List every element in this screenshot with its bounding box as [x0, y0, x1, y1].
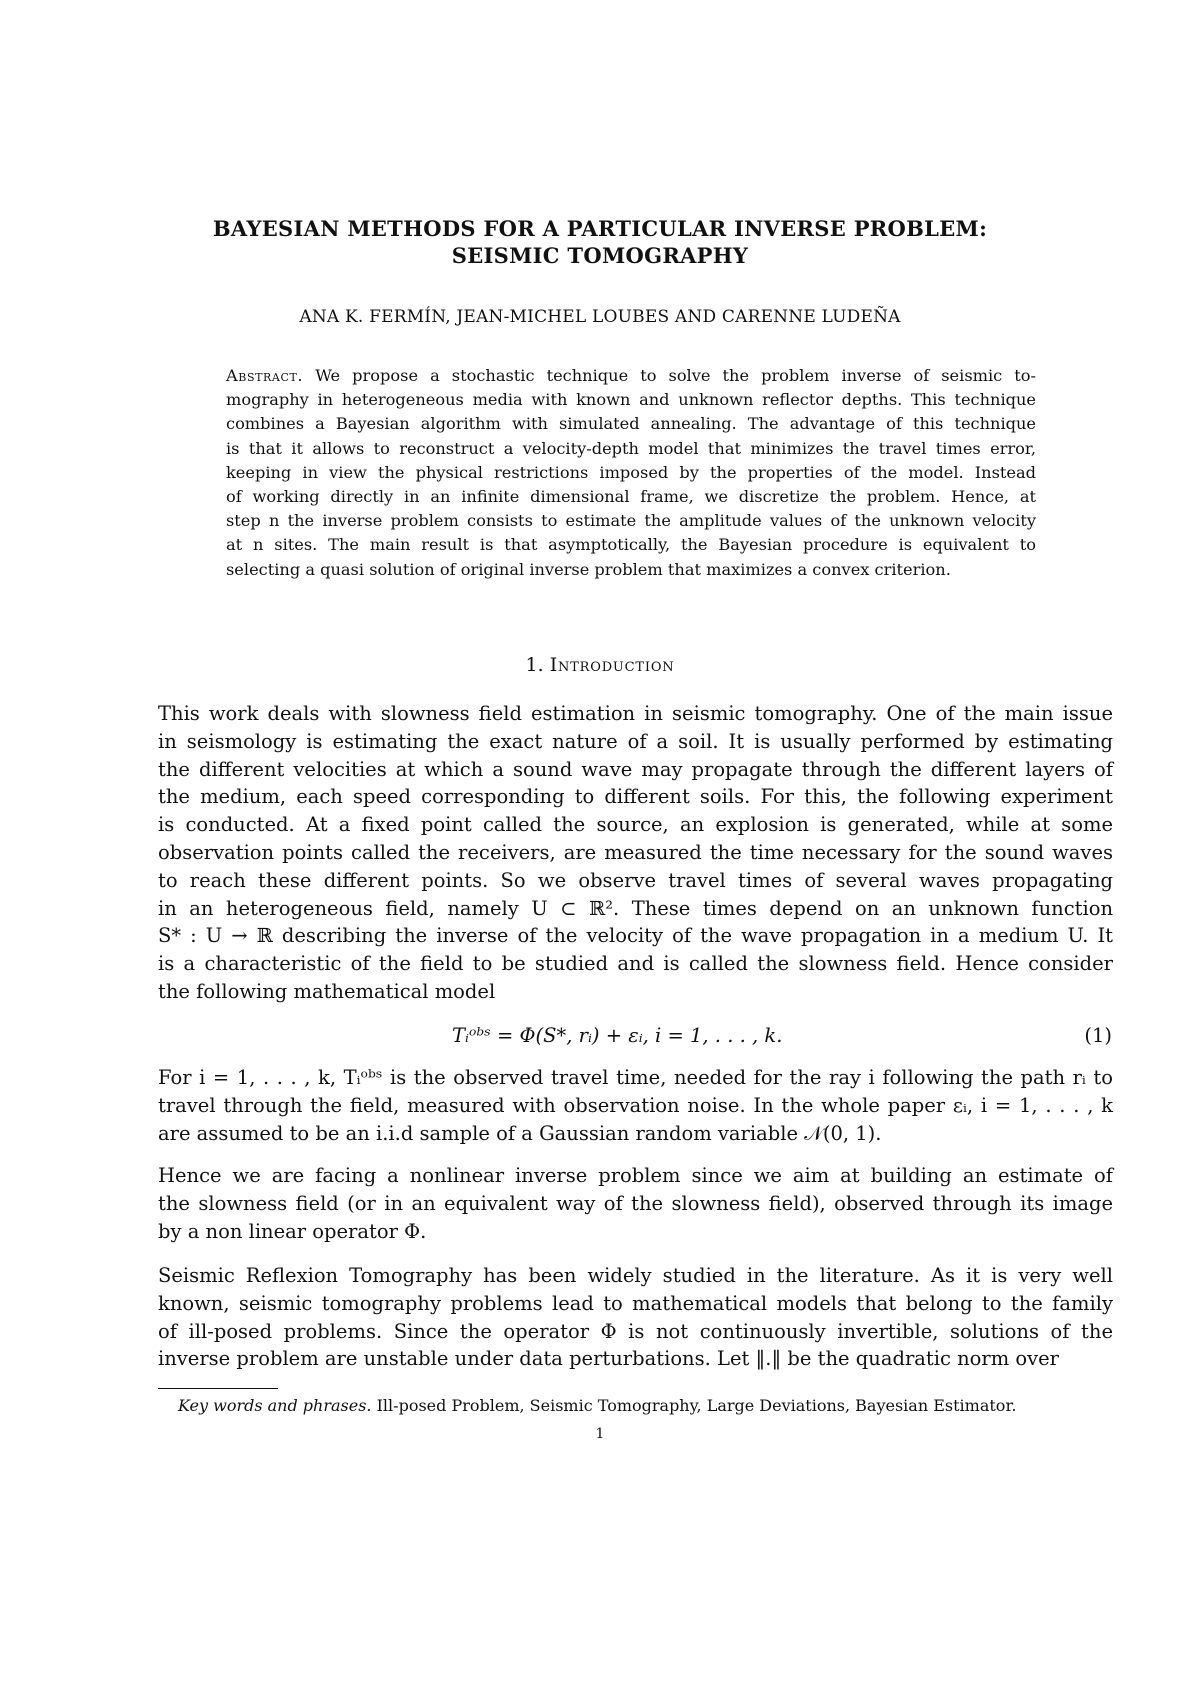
section-number: 1.: [525, 654, 544, 676]
text-line: travel through the field, measured with observation noise. In the whole paper εᵢ, i = 1, . . . , k: [158, 1093, 1113, 1117]
text-line: inverse problem are unstable under data perturbations. Let ‖.‖ be the quadratic norm over: [158, 1347, 1060, 1371]
intro-paragraph-1-continued: [158, 1064, 1113, 1147]
text-line: For i = 1, . . . , k, Tᵢᵒᵇˢ is the observed travel time, needed for the ray i following the path rᵢ to: [158, 1066, 1113, 1089]
text-line: the slowness field (or in an equivalent way of the slowness field), observed through its image: [158, 1191, 1113, 1215]
paper-title-line-1: BAYESIAN METHODS FOR A PARTICULAR INVERSE PROBLEM:: [212, 216, 988, 241]
abstract-line: [226, 437, 1036, 461]
equation-1: [0, 1024, 1112, 1058]
abstract-line: [226, 558, 1036, 582]
text-line: known, seismic tomography problems lead to mathematical models that belong to the family: [158, 1291, 1113, 1315]
abstract-text: keeping in view the physical restrictions imposed by the properties of the model. Instead: [226, 462, 1036, 482]
section-heading: [0, 654, 1200, 676]
abstract-line: [226, 533, 1036, 557]
paper-title-line-2: SEISMIC TOMOGRAPHY: [451, 243, 749, 268]
abstract: [226, 364, 1036, 582]
text-line: observation points called the receivers, are measured the time necessary for the sound waves: [158, 840, 1113, 864]
abstract-text: of working directly in an infinite dimensional frame, we discretize the problem. Hence, at: [226, 487, 1036, 507]
abstract-text: selecting a quasi solution of original inverse problem that maximizes a convex criterion.: [226, 559, 951, 579]
abstract-line: [226, 461, 1036, 485]
footnote: [178, 1396, 1016, 1415]
text-line: are assumed to be an i.i.d sample of a Gaussian random variable 𝒩(0, 1).: [158, 1121, 882, 1145]
abstract-text: We propose a stochastic technique to solve the problem inverse of seismic to-: [315, 366, 1036, 385]
abstract-text: at n sites. The main result is that asymptotically, the Bayesian procedure is equivalent to: [226, 535, 1036, 555]
equation-number: (1): [1084, 1024, 1112, 1047]
text-line: is a characteristic of the field to be studied and is called the slowness field. Hence consider: [158, 952, 1113, 976]
section-title: Introduction: [549, 654, 675, 676]
authors: ANA K. FERMÍN, JEAN-MICHEL LOUBES AND CARENNE LUDEÑA: [299, 307, 901, 327]
abstract-text: step n the inverse problem consists to estimate the amplitude values of the unknown velocity: [226, 511, 1036, 531]
abstract-line: [226, 388, 1036, 412]
text-line: by a non linear operator Φ.: [158, 1219, 427, 1243]
intro-paragraph-1: [158, 700, 1113, 1006]
abstract-line: [226, 485, 1036, 509]
text-line: the medium, each speed corresponding to different soils. For this, the following experiment: [158, 785, 1113, 809]
text-line: Hence we are facing a nonlinear inverse problem since we aim at building an estimate of: [158, 1164, 1113, 1187]
abstract-text: combines a Bayesian algorithm with simulated annealing. The advantage of this technique: [226, 414, 1036, 434]
text-line: in seismology is estimating the exact nature of a soil. It is usually performed by estimating: [158, 729, 1113, 753]
text-line: the different velocities at which a sound wave may propagate through the different layers of: [158, 757, 1113, 781]
abstract-line: [226, 412, 1036, 436]
text-line: Seismic Reflexion Tomography has been widely studied in the literature. As it is very well: [158, 1264, 1113, 1287]
footnote-rule: [158, 1388, 278, 1389]
text-line: This work deals with slowness field estimation in seismic tomography. One of the main issue: [158, 702, 1113, 725]
abstract-label: Abstract.: [226, 366, 304, 385]
abstract-text: is that it allows to reconstruct a velocity-depth model that minimizes the travel times error,: [226, 438, 1036, 458]
page-number: 1: [595, 1426, 605, 1442]
text-line: the following mathematical model: [158, 979, 496, 1003]
intro-paragraph-3: [158, 1262, 1113, 1373]
equation-body: Tᵢᵒᵇˢ = Φ(S*, rᵢ) + εᵢ, i = 1, . . . , k.: [452, 1024, 783, 1047]
abstract-line: [226, 364, 1036, 388]
text-line: to reach these different points. So we observe travel times of several waves propagating: [158, 868, 1113, 892]
abstract-text: mography in heterogeneous media with known and unknown reflector depths. This technique: [226, 390, 1036, 410]
text-line: S* : U → ℝ describing the inverse of the velocity of the wave propagation in a medium U. It: [158, 924, 1113, 948]
text-line: of ill-posed problems. Since the operator Φ is not continuously invertible, solutions of the: [158, 1319, 1113, 1343]
footnote-text: Ill-posed Problem, Seismic Tomography, Large Deviations, Bayesian Estimator.: [376, 1396, 1017, 1415]
footnote-label: Key words and phrases.: [178, 1396, 372, 1415]
intro-paragraph-2: [158, 1162, 1113, 1245]
abstract-line: [226, 509, 1036, 533]
text-line: in an heterogeneous field, namely U ⊂ ℝ². These times depend on an unknown function: [158, 896, 1113, 920]
text-line: is conducted. At a fixed point called the source, an explosion is generated, while at some: [158, 813, 1113, 837]
